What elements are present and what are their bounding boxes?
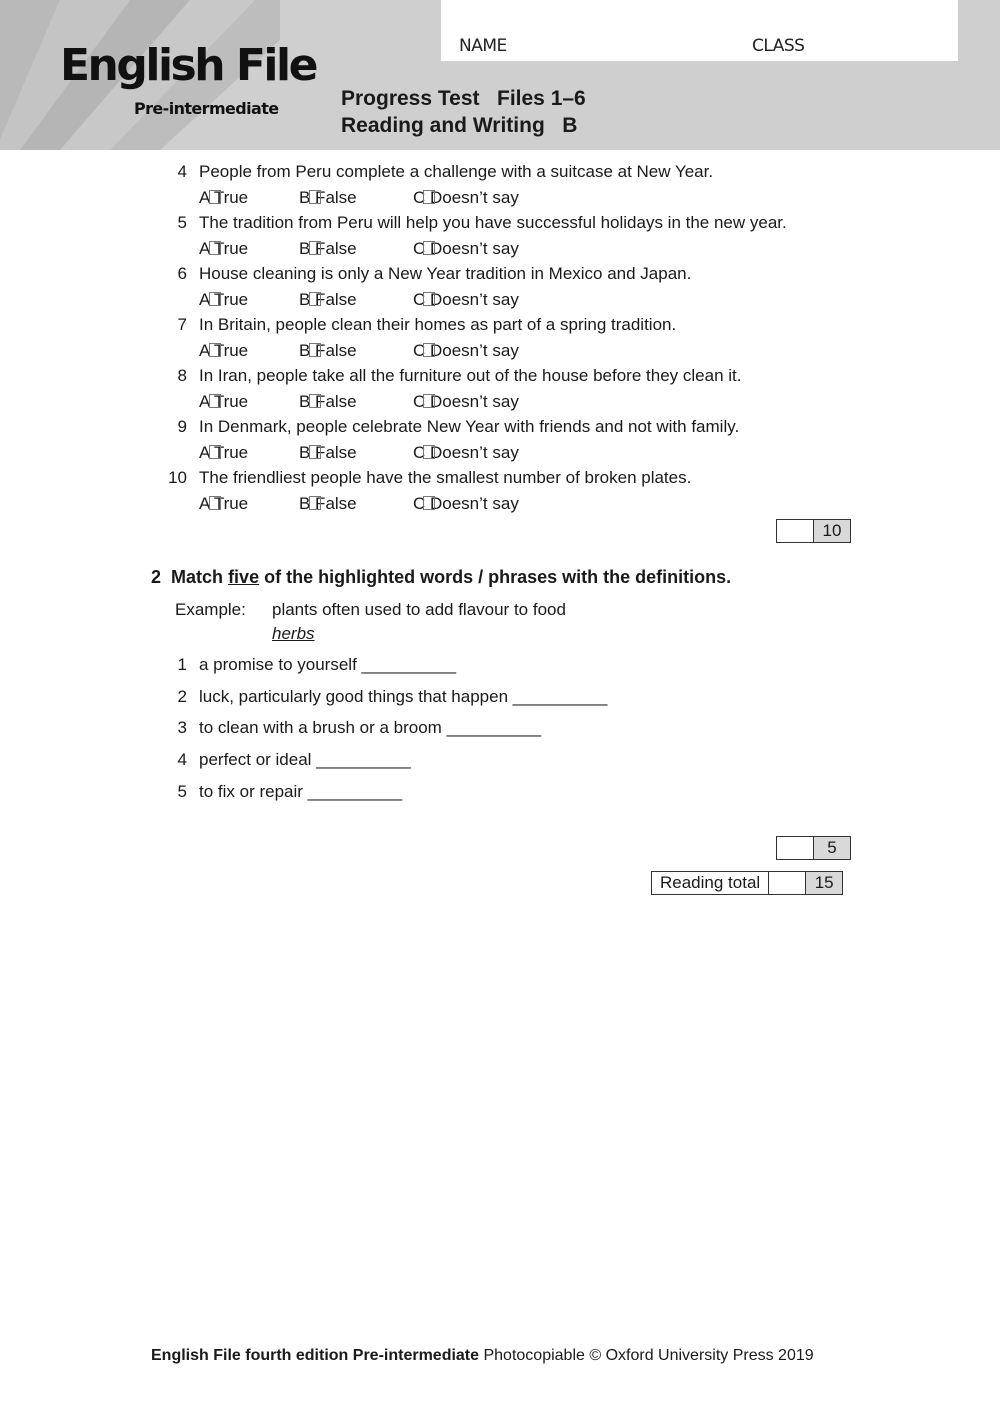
option-b-checkbox[interactable] [309,394,321,408]
definition-text[interactable]: perfect or ideal __________ [199,750,411,769]
question-number: 8 [177,366,187,385]
question-item [177,315,677,335]
question-number: 7 [177,315,187,334]
section2-score-box [776,836,851,860]
definition-text[interactable]: luck, particularly good things that happen __________ [199,687,608,706]
option-b-label: B False [299,188,357,207]
section2-instruction-start: Match [171,567,224,587]
option-a-label: A True [199,392,249,411]
option-b-checkbox[interactable] [309,343,321,357]
question-item [177,264,692,284]
option-a-label: A True [199,443,249,462]
question-item [177,213,787,233]
logo-subtitle: Pre-intermediate [134,99,279,118]
score-input[interactable] [777,520,813,542]
option-c-checkbox[interactable] [423,394,435,408]
option-c-label: C Doesn’t say [413,443,519,462]
option-b-checkbox[interactable] [309,292,321,306]
reading-total-label: Reading total [652,872,769,894]
question-item [168,468,692,488]
definition-text[interactable]: to clean with a brush or a broom __________ [199,718,542,737]
name-label: NAME [459,36,507,56]
footer-rest: Photocopiable © Oxford University Press 2019 [479,1347,814,1364]
page-footer [151,1347,814,1365]
option-a-checkbox[interactable] [209,445,221,459]
option-c-label: C Doesn’t say [413,239,519,258]
section2-heading [151,567,731,588]
option-a-label: A True [199,494,249,513]
option-c-checkbox[interactable] [423,292,435,306]
option-b-label: B False [299,341,357,360]
option-a-label: A True [199,341,249,360]
question-text: The tradition from Peru will help you have successful holidays in the new year. [199,213,787,232]
score-max: 5 [813,837,850,859]
option-c-checkbox[interactable] [423,343,435,357]
question-text: In Britain, people clean their homes as part of a spring tradition. [199,315,677,334]
question-text: The friendliest people have the smallest number of broken plates. [199,468,692,487]
option-b-checkbox[interactable] [309,496,321,510]
option-b-checkbox[interactable] [309,241,321,255]
option-c-label: C Doesn’t say [413,188,519,207]
reading-total-max: 15 [805,872,842,894]
logo-title: English File [60,40,316,91]
definition-item [177,718,542,738]
question-text: In Denmark, people celebrate New Year with friends and not with family. [199,417,740,436]
option-b-checkbox[interactable] [309,190,321,204]
definition-item [177,687,608,707]
option-c-checkbox[interactable] [423,241,435,255]
option-a-label: A True [199,239,249,258]
option-b-label: B False [299,290,357,309]
score-max: 10 [813,520,850,542]
definition-number: 4 [177,750,187,769]
definition-item [177,655,457,675]
example-answer: herbs [272,624,315,643]
option-c-label: C Doesn’t say [413,341,519,360]
section2-number: 2 [151,567,162,587]
option-b-label: B False [299,494,357,513]
test-title-line1: Progress Test Files 1–6 [341,87,586,110]
reading-total-box [651,871,843,895]
page-header [0,0,1000,150]
example-text: plants often used to add flavour to food [272,600,566,619]
footer-bold: English File fourth edition Pre-intermediate [151,1347,480,1364]
option-a-checkbox[interactable] [209,496,221,510]
section1-score-box [776,519,851,543]
question-number: 4 [177,162,187,181]
option-a-label: A True [199,188,249,207]
question-number: 5 [177,213,187,232]
question-number: 6 [177,264,187,283]
definition-number: 3 [177,718,187,737]
example-label: Example: [175,600,246,619]
section2-instruction-underlined: five [228,567,260,587]
option-a-label: A True [199,290,249,309]
question-number: 10 [168,468,187,487]
option-c-label: C Doesn’t say [413,392,519,411]
name-class-box [441,0,958,61]
section2-instruction-end: of the highlighted words / phrases with the definitions. [264,567,732,587]
definition-text[interactable]: a promise to yourself __________ [199,655,457,674]
test-title [341,85,586,139]
test-title-line2: Reading and Writing B [341,114,578,137]
option-b-label: B False [299,239,357,258]
definition-number: 1 [177,655,187,674]
option-a-checkbox[interactable] [209,394,221,408]
option-c-checkbox[interactable] [423,445,435,459]
option-b-label: B False [299,392,357,411]
definition-item [177,782,403,802]
definition-item [177,750,411,770]
question-number: 9 [177,417,187,436]
reading-total-input[interactable] [769,872,805,894]
option-a-checkbox[interactable] [209,241,221,255]
definition-text[interactable]: to fix or repair __________ [199,782,403,801]
question-item [177,162,714,182]
option-a-checkbox[interactable] [209,292,221,306]
option-b-label: B False [299,443,357,462]
definition-number: 2 [177,687,187,706]
option-c-checkbox[interactable] [423,190,435,204]
question-text: House cleaning is only a New Year tradition in Mexico and Japan. [199,264,692,283]
question-text: People from Peru complete a challenge with a suitcase at New Year. [199,162,714,181]
question-item [177,366,742,386]
option-c-label: C Doesn’t say [413,494,519,513]
option-c-label: C Doesn’t say [413,290,519,309]
option-c-checkbox[interactable] [423,496,435,510]
class-label: CLASS [752,36,805,56]
definition-number: 5 [177,782,187,801]
question-text: In Iran, people take all the furniture out of the house before they clean it. [199,366,742,385]
option-a-checkbox[interactable] [209,343,221,357]
score-input[interactable] [777,837,813,859]
option-a-checkbox[interactable] [209,190,221,204]
question-item [177,417,740,437]
option-b-checkbox[interactable] [309,445,321,459]
